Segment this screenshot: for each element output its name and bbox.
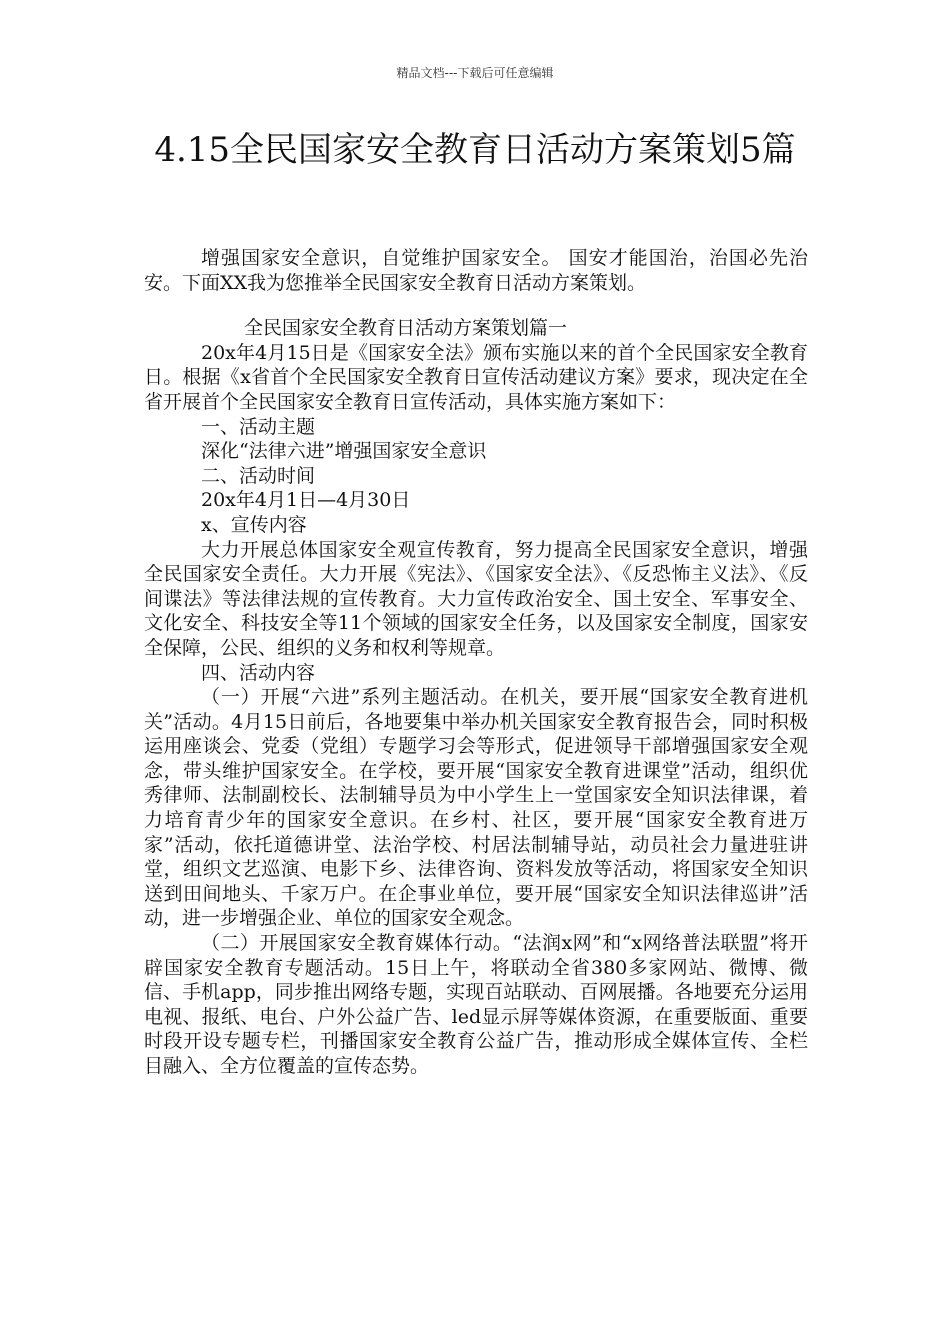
activity-time-text: 20x年4月1日—4月30日	[201, 489, 411, 512]
paragraph-background: 20x年4月15日是《国家安全法》颁布实施以来的首个全民国家安全教育日。根据《x省首个全民国家安全教育日宣传活动建议方案》要求，现决定在全省开展首个全民国家安全教育日宣传活动，具体实施方案如下：	[144, 341, 808, 413]
heading-activity-content: 四、活动内容	[201, 661, 316, 684]
document-title: 4.15全民国家安全教育日活动方案策划5篇	[154, 130, 796, 170]
section-title: 全民国家安全教育日活动方案策划篇一	[244, 317, 568, 340]
heading-activity-time: 二、活动时间	[201, 464, 316, 487]
document-body	[144, 246, 808, 1079]
heading-publicity-content: x、宣传内容	[201, 513, 307, 536]
activity-content-item-2: （二）开展国家安全教育媒体行动。“法润x网”和“x网络普法联盟”将开辟国家安全教育专题活动。15日上午，将联动全省380多家网站、微博、微信、手机app，同步推出网络专题，实现百站联动、百网展播。各地要充分运用电视、报纸、电台、户外公益广告、led显示屏等媒体资源，在重要版面、重要时段开设专题专栏，刊播国家安全教育公益广告，推动形成全媒体宣传、全栏目融入、全方位覆盖的宣传态势。	[144, 932, 808, 1077]
page-header: 精品文档---下载后可任意编辑	[396, 66, 554, 80]
heading-activity-theme: 一、活动主题	[201, 415, 316, 438]
intro-paragraph: 增强国家安全意识，自觉维护国家安全。 国安才能国治，治国必先治安。下面XX我为您推举全民国家安全教育日活动方案策划。	[144, 247, 808, 294]
activity-theme-text: 深化“法律六进”增强国家安全意识	[201, 440, 487, 463]
activity-content-item-1: （一）开展“六进”系列主题活动。在机关，要开展“国家安全教育进机关”活动。4月15日前后，各地要集中举办机关国家安全教育报告会，同时积极运用座谈会、党委（党组）专题学习会等形式，促进领导干部增强国家安全观念，带头维护国家安全。在学校，要开展“国家安全教育进课堂”活动，组织优秀律师、法制副校长、法制辅导员为中小学生上一堂国家安全知识法律课，着力培育青少年的国家安全意识。在乡村、社区，要开展“国家安全教育进万家”活动，依托道德讲堂、法治学校、村居法制辅导站，动员社会力量进驻讲堂，组织文艺巡演、电影下乡、法律咨询、资料发放等活动，将国家安全知识送到田间地头、千家万户。在企事业单位，要开展“国家安全知识法律巡讲”活动，进一步增强企业、单位的国家安全观念。	[144, 686, 808, 930]
publicity-content-text: 大力开展总体国家安全观宣传教育，努力提高全民国家安全意识，增强全民国家安全责任。大力开展《宪法》、《国家安全法》、《反恐怖主义法》、《反间谍法》等法律法规的宣传教育。大力宣传政治安全、国土安全、军事安全、文化安全、科技安全等11个领域的国家安全任务，以及国家安全制度，国家安全保障，公民、组织的义务和权利等规章。	[144, 538, 808, 659]
